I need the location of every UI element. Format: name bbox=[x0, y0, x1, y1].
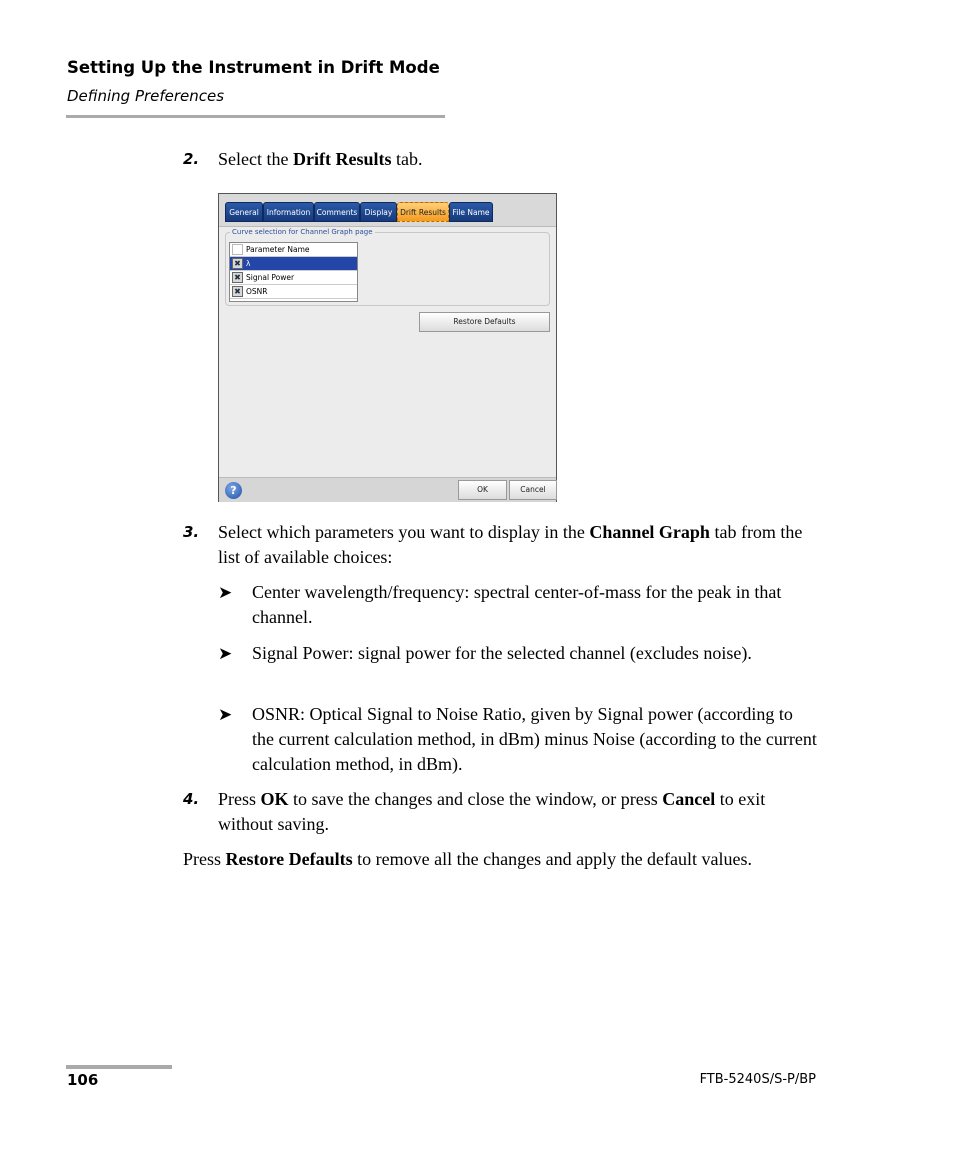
select-all-checkbox[interactable] bbox=[232, 244, 243, 255]
step-text: Select which parameters you want to display in the bbox=[218, 522, 590, 542]
step-number: 3. bbox=[183, 523, 200, 541]
step-3 bbox=[183, 520, 823, 570]
list-item[interactable] bbox=[230, 285, 357, 299]
header-rule bbox=[66, 115, 445, 118]
step-bold: Drift Results bbox=[292, 149, 392, 169]
arrow-bullet-icon: ➤ bbox=[218, 644, 233, 663]
step-number: 4. bbox=[183, 790, 200, 808]
list-header bbox=[230, 243, 357, 257]
tab-information[interactable]: Information bbox=[263, 202, 314, 222]
step-text: Select the bbox=[218, 149, 293, 169]
step-bold: OK bbox=[260, 789, 289, 809]
tab-bar bbox=[219, 194, 556, 227]
para-text: Press bbox=[183, 849, 226, 869]
step-bold: Cancel bbox=[662, 789, 716, 809]
list-item[interactable] bbox=[230, 257, 357, 271]
section-title: Setting Up the Instrument in Drift Mode bbox=[67, 58, 440, 77]
dialog-footer bbox=[219, 477, 556, 502]
tab-file-name[interactable]: File Name bbox=[449, 202, 493, 222]
para-bold: Restore Defaults bbox=[225, 849, 353, 869]
step-text: to exit without saving. bbox=[218, 789, 766, 834]
parameter-label: λ bbox=[246, 259, 251, 268]
restore-defaults-note bbox=[183, 847, 823, 872]
ok-button[interactable]: OK bbox=[458, 480, 507, 500]
arrow-bullet-icon: ➤ bbox=[218, 705, 233, 724]
column-header: Parameter Name bbox=[246, 245, 310, 254]
product-model: FTB-5240S/S-P/BP bbox=[699, 1072, 816, 1087]
tab-general[interactable]: General bbox=[225, 202, 263, 222]
help-icon[interactable]: ? bbox=[225, 482, 242, 499]
list-item[interactable] bbox=[230, 271, 357, 285]
tab-drift-results[interactable]: Drift Results bbox=[397, 202, 449, 222]
cancel-button[interactable]: Cancel bbox=[509, 480, 557, 500]
group-title: Curve selection for Channel Graph page bbox=[232, 228, 373, 236]
step-text: tab. bbox=[391, 149, 423, 169]
bullet-item bbox=[218, 641, 818, 666]
tab-display[interactable]: Display bbox=[360, 202, 397, 222]
checkbox-checked-icon[interactable]: ✖ bbox=[232, 272, 243, 283]
bullet-text: OSNR: Optical Signal to Noise Ratio, given by Signal power (according to the current calculation method, in dBm) minus Noise (according to the current calculation method, in dBm). bbox=[252, 704, 817, 774]
preferences-dialog-screenshot bbox=[218, 193, 557, 502]
bullet-item bbox=[218, 580, 818, 630]
step-4 bbox=[183, 787, 823, 837]
checkbox-checked-icon[interactable]: ✖ bbox=[232, 286, 243, 297]
step-text: to save the changes and close the window, or press bbox=[288, 789, 663, 809]
step-number: 2. bbox=[183, 150, 200, 168]
step-bold: Channel Graph bbox=[589, 522, 710, 542]
arrow-bullet-icon: ➤ bbox=[218, 583, 233, 602]
step-2 bbox=[183, 147, 823, 172]
parameter-label: OSNR bbox=[246, 287, 268, 296]
footer-rule bbox=[66, 1065, 172, 1069]
tab-comments[interactable]: Comments bbox=[314, 202, 360, 222]
bullet-text: Center wavelength/frequency: spectral center-of-mass for the peak in that channel. bbox=[252, 582, 782, 627]
step-text: tab from the list of available choices: bbox=[218, 522, 803, 567]
bullet-item bbox=[218, 702, 818, 777]
restore-defaults-button[interactable]: Restore Defaults bbox=[419, 312, 550, 332]
page-number: 106 bbox=[67, 1071, 99, 1089]
step-text: Press bbox=[218, 789, 261, 809]
section-subtitle: Defining Preferences bbox=[67, 87, 225, 105]
parameter-list bbox=[229, 242, 358, 302]
parameter-label: Signal Power bbox=[246, 273, 295, 282]
para-text: to remove all the changes and apply the default values. bbox=[352, 849, 753, 869]
checkbox-checked-icon[interactable]: ✖ bbox=[232, 258, 243, 269]
bullet-text: Signal Power: signal power for the selected channel (excludes noise). bbox=[252, 643, 752, 663]
